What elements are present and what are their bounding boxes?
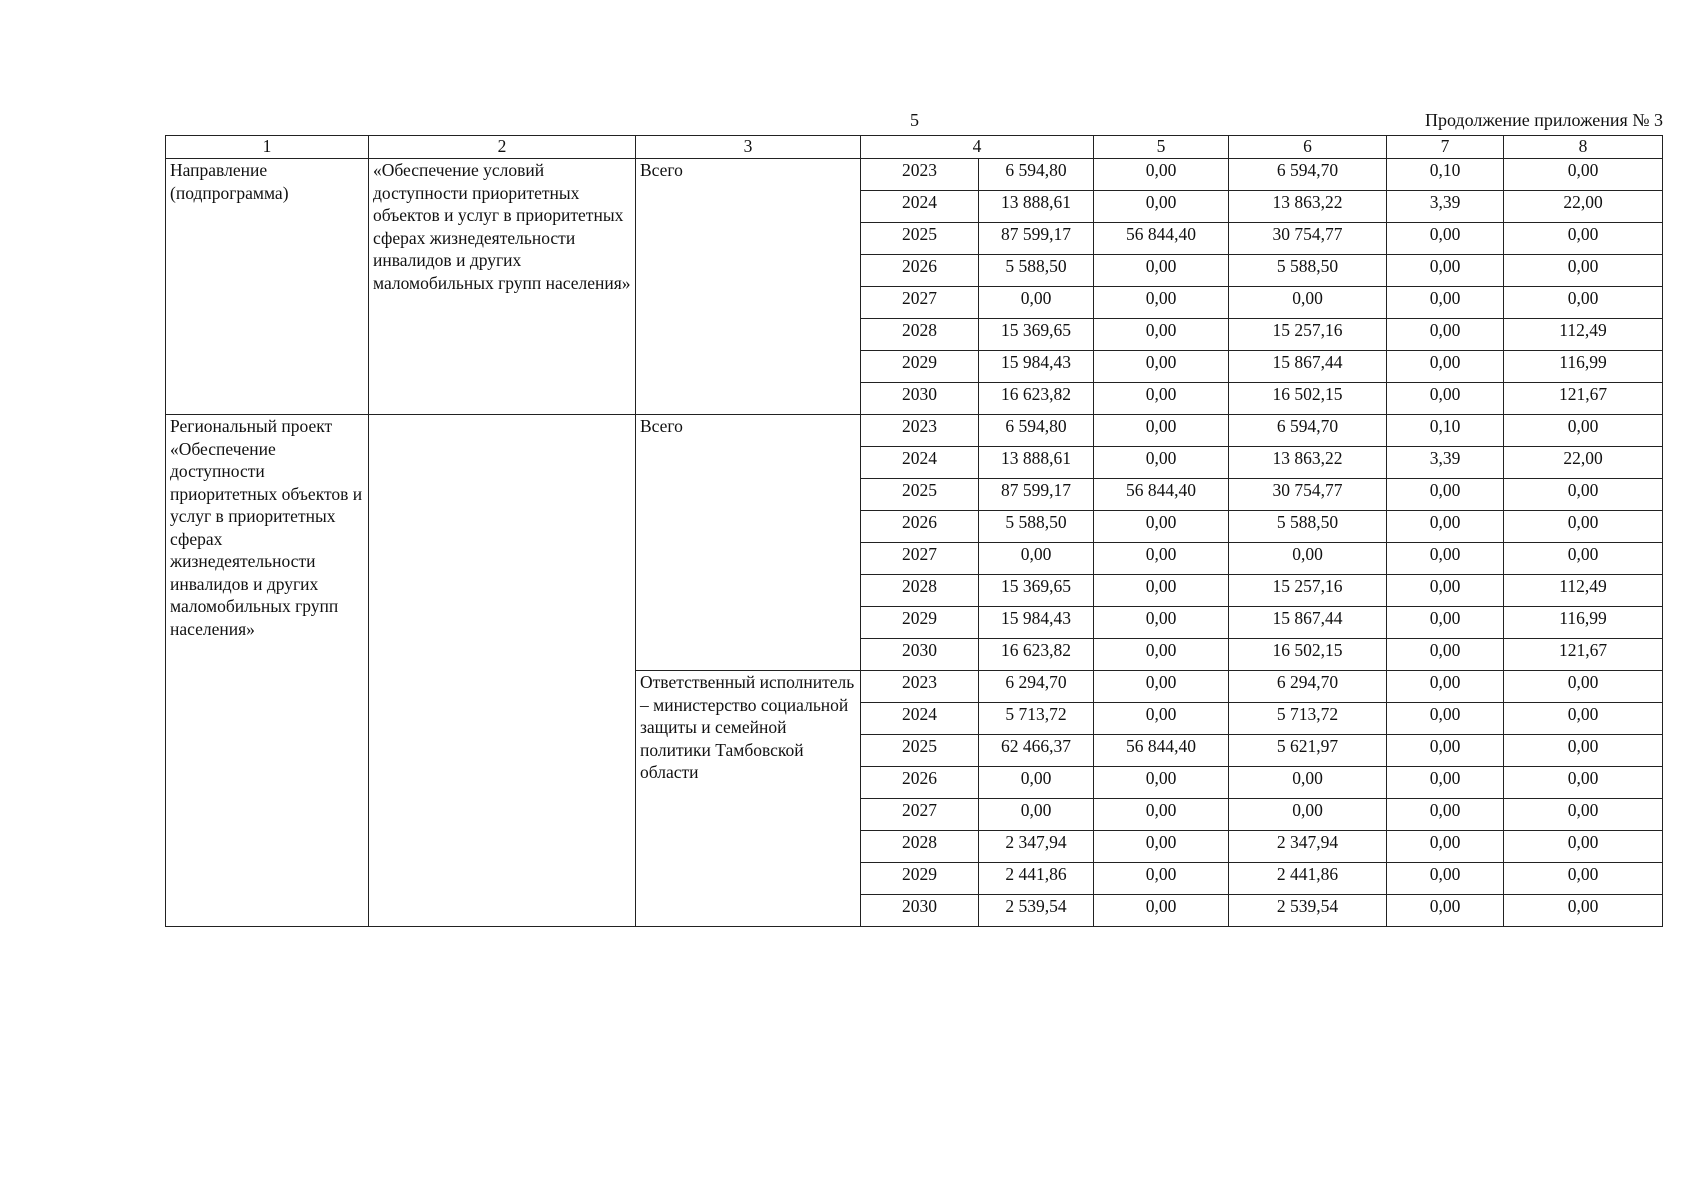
federal-cell: 0,00 bbox=[1094, 799, 1229, 831]
year-cell: 2030 bbox=[861, 895, 979, 927]
extrabudget-cell: 116,99 bbox=[1504, 607, 1663, 639]
municipal-cell: 0,00 bbox=[1387, 319, 1504, 351]
federal-cell: 0,00 bbox=[1094, 703, 1229, 735]
regional-cell: 30 754,77 bbox=[1229, 223, 1387, 255]
extrabudget-cell: 0,00 bbox=[1504, 671, 1663, 703]
municipal-cell: 0,00 bbox=[1387, 255, 1504, 287]
year-cell: 2023 bbox=[861, 415, 979, 447]
year-cell: 2027 bbox=[861, 799, 979, 831]
federal-cell: 0,00 bbox=[1094, 159, 1229, 191]
year-cell: 2026 bbox=[861, 255, 979, 287]
regional-cell: 15 257,16 bbox=[1229, 575, 1387, 607]
federal-cell: 0,00 bbox=[1094, 767, 1229, 799]
federal-cell: 56 844,40 bbox=[1094, 735, 1229, 767]
extrabudget-cell: 0,00 bbox=[1504, 287, 1663, 319]
regional-cell: 0,00 bbox=[1229, 543, 1387, 575]
program-element-title bbox=[369, 415, 636, 927]
federal-cell: 0,00 bbox=[1094, 543, 1229, 575]
year-cell: 2023 bbox=[861, 671, 979, 703]
year-cell: 2025 bbox=[861, 223, 979, 255]
municipal-cell: 0,00 bbox=[1387, 575, 1504, 607]
municipal-cell: 0,00 bbox=[1387, 287, 1504, 319]
appendix-continuation-label: Продолжение приложения № 3 bbox=[1424, 110, 1663, 130]
municipal-cell: 0,10 bbox=[1387, 415, 1504, 447]
table-row bbox=[166, 415, 1663, 447]
total-cell: 87 599,17 bbox=[979, 223, 1094, 255]
federal-cell: 0,00 bbox=[1094, 511, 1229, 543]
municipal-cell: 0,10 bbox=[1387, 159, 1504, 191]
total-cell: 6 594,80 bbox=[979, 159, 1094, 191]
total-cell: 13 888,61 bbox=[979, 191, 1094, 223]
total-cell: 0,00 bbox=[979, 287, 1094, 319]
extrabudget-cell: 0,00 bbox=[1504, 703, 1663, 735]
extrabudget-cell: 0,00 bbox=[1504, 223, 1663, 255]
municipal-cell: 0,00 bbox=[1387, 895, 1504, 927]
year-cell: 2029 bbox=[861, 863, 979, 895]
extrabudget-cell: 0,00 bbox=[1504, 479, 1663, 511]
federal-cell: 0,00 bbox=[1094, 831, 1229, 863]
year-cell: 2028 bbox=[861, 831, 979, 863]
extrabudget-cell: 0,00 bbox=[1504, 159, 1663, 191]
column-number: 6 bbox=[1229, 136, 1387, 159]
column-number: 2 bbox=[369, 136, 636, 159]
total-cell: 2 347,94 bbox=[979, 831, 1094, 863]
extrabudget-cell: 0,00 bbox=[1504, 831, 1663, 863]
column-number: 4 bbox=[861, 136, 1094, 159]
year-cell: 2027 bbox=[861, 287, 979, 319]
extrabudget-cell: 112,49 bbox=[1504, 575, 1663, 607]
year-cell: 2026 bbox=[861, 511, 979, 543]
column-number: 1 bbox=[166, 136, 369, 159]
municipal-cell: 0,00 bbox=[1387, 223, 1504, 255]
municipal-cell: 0,00 bbox=[1387, 511, 1504, 543]
regional-cell: 5 588,50 bbox=[1229, 511, 1387, 543]
municipal-cell: 0,00 bbox=[1387, 383, 1504, 415]
page-number: 5 bbox=[910, 110, 919, 130]
year-cell: 2025 bbox=[861, 735, 979, 767]
municipal-cell: 3,39 bbox=[1387, 447, 1504, 479]
federal-cell: 0,00 bbox=[1094, 575, 1229, 607]
year-cell: 2024 bbox=[861, 703, 979, 735]
total-cell: 87 599,17 bbox=[979, 479, 1094, 511]
extrabudget-cell: 0,00 bbox=[1504, 863, 1663, 895]
column-number: 5 bbox=[1094, 136, 1229, 159]
year-cell: 2028 bbox=[861, 319, 979, 351]
federal-cell: 0,00 bbox=[1094, 671, 1229, 703]
municipal-cell: 0,00 bbox=[1387, 735, 1504, 767]
total-cell: 15 984,43 bbox=[979, 351, 1094, 383]
regional-cell: 15 867,44 bbox=[1229, 607, 1387, 639]
funding-source: Всего bbox=[636, 415, 861, 671]
regional-cell: 15 867,44 bbox=[1229, 351, 1387, 383]
regional-cell: 5 588,50 bbox=[1229, 255, 1387, 287]
total-cell: 62 466,37 bbox=[979, 735, 1094, 767]
extrabudget-cell: 0,00 bbox=[1504, 767, 1663, 799]
regional-cell: 2 539,54 bbox=[1229, 895, 1387, 927]
total-cell: 6 594,80 bbox=[979, 415, 1094, 447]
federal-cell: 0,00 bbox=[1094, 383, 1229, 415]
regional-cell: 16 502,15 bbox=[1229, 639, 1387, 671]
federal-cell: 0,00 bbox=[1094, 607, 1229, 639]
extrabudget-cell: 0,00 bbox=[1504, 799, 1663, 831]
extrabudget-cell: 0,00 bbox=[1504, 895, 1663, 927]
total-cell: 5 588,50 bbox=[979, 255, 1094, 287]
federal-cell: 0,00 bbox=[1094, 447, 1229, 479]
program-element-title: «Обеспечение условий доступности приоритетных объектов и услуг в приоритетных сферах жизнедеятельности инвалидов и других маломобильных групп населения» bbox=[369, 159, 636, 415]
regional-cell: 13 863,22 bbox=[1229, 191, 1387, 223]
total-cell: 0,00 bbox=[979, 799, 1094, 831]
year-cell: 2028 bbox=[861, 575, 979, 607]
municipal-cell: 3,39 bbox=[1387, 191, 1504, 223]
total-cell: 0,00 bbox=[979, 767, 1094, 799]
regional-cell: 16 502,15 bbox=[1229, 383, 1387, 415]
federal-cell: 56 844,40 bbox=[1094, 223, 1229, 255]
regional-cell: 0,00 bbox=[1229, 767, 1387, 799]
municipal-cell: 0,00 bbox=[1387, 543, 1504, 575]
year-cell: 2030 bbox=[861, 383, 979, 415]
total-cell: 15 984,43 bbox=[979, 607, 1094, 639]
budget-table bbox=[165, 135, 1663, 927]
year-cell: 2030 bbox=[861, 639, 979, 671]
regional-cell: 2 347,94 bbox=[1229, 831, 1387, 863]
total-cell: 2 441,86 bbox=[979, 863, 1094, 895]
federal-cell: 0,00 bbox=[1094, 863, 1229, 895]
federal-cell: 0,00 bbox=[1094, 639, 1229, 671]
total-cell: 5 713,72 bbox=[979, 703, 1094, 735]
municipal-cell: 0,00 bbox=[1387, 351, 1504, 383]
federal-cell: 0,00 bbox=[1094, 415, 1229, 447]
federal-cell: 0,00 bbox=[1094, 319, 1229, 351]
municipal-cell: 0,00 bbox=[1387, 607, 1504, 639]
regional-cell: 2 441,86 bbox=[1229, 863, 1387, 895]
regional-cell: 6 594,70 bbox=[1229, 159, 1387, 191]
extrabudget-cell: 116,99 bbox=[1504, 351, 1663, 383]
total-cell: 16 623,82 bbox=[979, 639, 1094, 671]
year-cell: 2023 bbox=[861, 159, 979, 191]
regional-cell: 0,00 bbox=[1229, 287, 1387, 319]
year-cell: 2029 bbox=[861, 607, 979, 639]
regional-cell: 30 754,77 bbox=[1229, 479, 1387, 511]
total-cell: 13 888,61 bbox=[979, 447, 1094, 479]
total-cell: 0,00 bbox=[979, 543, 1094, 575]
extrabudget-cell: 0,00 bbox=[1504, 735, 1663, 767]
extrabudget-cell: 121,67 bbox=[1504, 383, 1663, 415]
municipal-cell: 0,00 bbox=[1387, 703, 1504, 735]
funding-source: Всего bbox=[636, 159, 861, 415]
federal-cell: 0,00 bbox=[1094, 255, 1229, 287]
regional-cell: 6 294,70 bbox=[1229, 671, 1387, 703]
year-cell: 2027 bbox=[861, 543, 979, 575]
year-cell: 2029 bbox=[861, 351, 979, 383]
extrabudget-cell: 0,00 bbox=[1504, 543, 1663, 575]
municipal-cell: 0,00 bbox=[1387, 671, 1504, 703]
federal-cell: 0,00 bbox=[1094, 287, 1229, 319]
extrabudget-cell: 22,00 bbox=[1504, 447, 1663, 479]
program-element-name: Региональный проект «Обеспечение доступности приоритетных объектов и услуг в приоритетных сферах жизнедеятельности инвалидов и других маломобильных групп населения» bbox=[166, 415, 369, 927]
municipal-cell: 0,00 bbox=[1387, 639, 1504, 671]
extrabudget-cell: 0,00 bbox=[1504, 511, 1663, 543]
regional-cell: 15 257,16 bbox=[1229, 319, 1387, 351]
column-number: 7 bbox=[1387, 136, 1504, 159]
municipal-cell: 0,00 bbox=[1387, 479, 1504, 511]
total-cell: 6 294,70 bbox=[979, 671, 1094, 703]
total-cell: 16 623,82 bbox=[979, 383, 1094, 415]
extrabudget-cell: 22,00 bbox=[1504, 191, 1663, 223]
column-number: 3 bbox=[636, 136, 861, 159]
year-cell: 2024 bbox=[861, 447, 979, 479]
extrabudget-cell: 112,49 bbox=[1504, 319, 1663, 351]
year-cell: 2024 bbox=[861, 191, 979, 223]
municipal-cell: 0,00 bbox=[1387, 863, 1504, 895]
year-cell: 2025 bbox=[861, 479, 979, 511]
federal-cell: 0,00 bbox=[1094, 351, 1229, 383]
table-row bbox=[166, 159, 1663, 191]
municipal-cell: 0,00 bbox=[1387, 831, 1504, 863]
federal-cell: 56 844,40 bbox=[1094, 479, 1229, 511]
federal-cell: 0,00 bbox=[1094, 191, 1229, 223]
total-cell: 15 369,65 bbox=[979, 575, 1094, 607]
total-cell: 15 369,65 bbox=[979, 319, 1094, 351]
program-element-name: Направление (подпрограмма) bbox=[166, 159, 369, 415]
municipal-cell: 0,00 bbox=[1387, 799, 1504, 831]
regional-cell: 5 713,72 bbox=[1229, 703, 1387, 735]
regional-cell: 0,00 bbox=[1229, 799, 1387, 831]
regional-cell: 13 863,22 bbox=[1229, 447, 1387, 479]
total-cell: 2 539,54 bbox=[979, 895, 1094, 927]
regional-cell: 5 621,97 bbox=[1229, 735, 1387, 767]
funding-source: Ответственный исполнитель – министерство социальной защиты и семейной политики Тамбовской области bbox=[636, 671, 861, 927]
extrabudget-cell: 0,00 bbox=[1504, 415, 1663, 447]
column-number: 8 bbox=[1504, 136, 1663, 159]
extrabudget-cell: 0,00 bbox=[1504, 255, 1663, 287]
municipal-cell: 0,00 bbox=[1387, 767, 1504, 799]
extrabudget-cell: 121,67 bbox=[1504, 639, 1663, 671]
regional-cell: 6 594,70 bbox=[1229, 415, 1387, 447]
federal-cell: 0,00 bbox=[1094, 895, 1229, 927]
column-number-row bbox=[166, 136, 1663, 159]
total-cell: 5 588,50 bbox=[979, 511, 1094, 543]
year-cell: 2026 bbox=[861, 767, 979, 799]
